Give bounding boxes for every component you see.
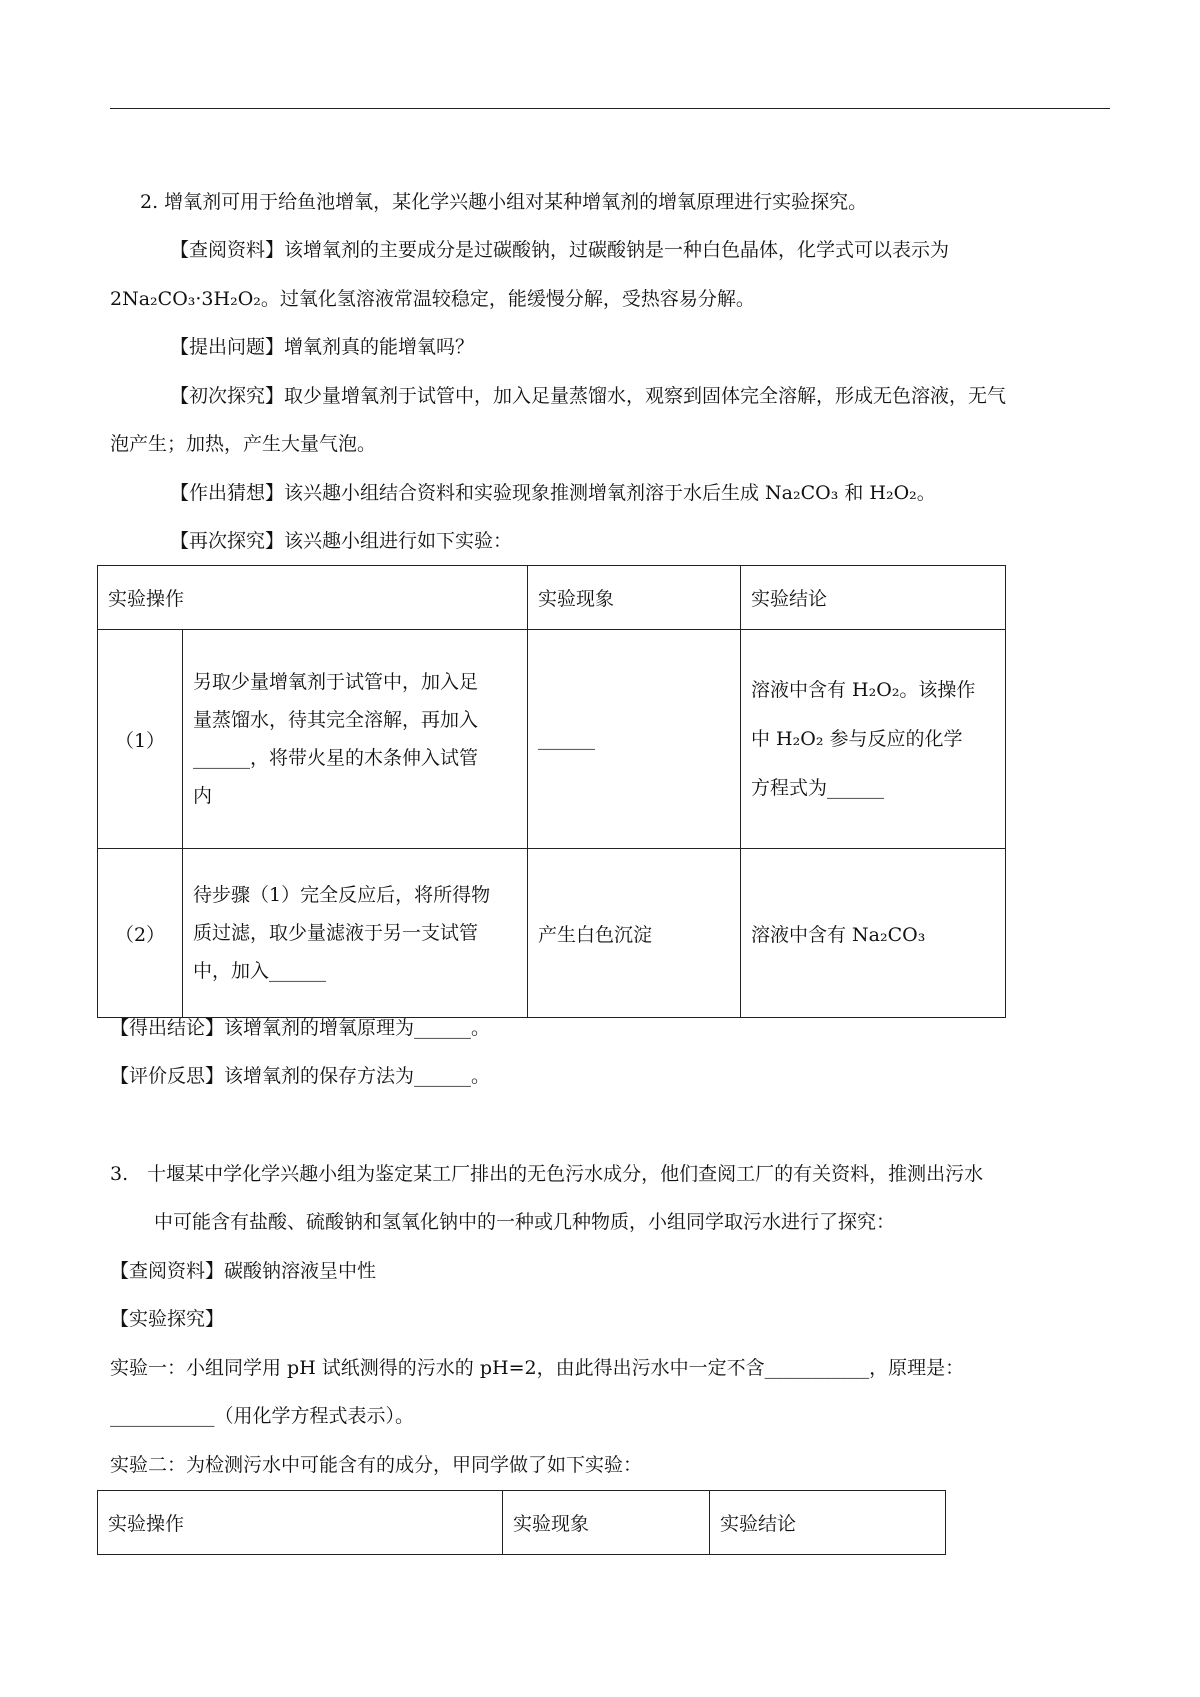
q3-exp1-line2: ___________（用化学方程式表示）。 [110, 1405, 415, 1427]
q2-intro: 2. 增氧剂可用于给鱼池增氧，某化学兴趣小组对某种增氧剂的增氧原理进行实验探究。 [140, 191, 868, 213]
operation-line: ______，将带火星的木条伸入试管 [193, 747, 479, 769]
q3-intro-line2: 中可能含有盐酸、硫酸钠和氢氧化钠中的一种或几种物质，小组同学取污水进行了探究： [154, 1211, 896, 1233]
table-row [98, 630, 1006, 849]
conclusion-line: 溶液中含有 H₂O₂。该操作 [751, 678, 976, 701]
q2-hypothesis: 【作出猜想】该兴趣小组结合资料和实验现象推测增氧剂溶于水后生成 Na₂CO₃ 和 H₂O₂。 [170, 482, 936, 504]
q3-exp2: 实验二：为检测污水中可能含有的成分，甲同学做了如下实验： [110, 1454, 643, 1476]
table-row [98, 849, 1006, 1018]
header-operation: 实验操作 [98, 566, 528, 630]
operation-line: 中，加入______ [193, 960, 327, 982]
row-phenomenon: ______ [528, 630, 741, 849]
q2-info-line1: 【查阅资料】该增氧剂的主要成分是过碳酸钠，过碳酸钠是一种白色晶体，化学式可以表示为 [170, 239, 950, 261]
header-phenomenon: 实验现象 [503, 1491, 710, 1555]
row-conclusion [741, 630, 1006, 849]
row-conclusion: 溶液中含有 Na₂CO₃ [741, 849, 1006, 1018]
q3-exp1-line1: 实验一：小组同学用 pH 试纸测得的污水的 pH=2，由此得出污水中一定不含___________，原理是： [110, 1357, 965, 1379]
header-conclusion: 实验结论 [741, 566, 1006, 630]
header-phenomenon: 实验现象 [528, 566, 741, 630]
conclusion-line: 方程式为______ [751, 776, 885, 799]
q2-question: 【提出问题】增氧剂真的能增氧吗？ [170, 336, 475, 358]
operation-line: 另取少量增氧剂于试管中，加入足 [193, 671, 479, 693]
conclusion-line: 中 H₂O₂ 参与反应的化学 [751, 727, 963, 750]
table-header-row [98, 566, 1006, 630]
q2-first-line1: 【初次探究】取少量增氧剂于试管中，加入足量蒸馏水，观察到固体完全溶解，形成无色溶液，无气 [170, 385, 1007, 407]
operation-line: 质过滤，取少量滤液于另一支试管 [193, 922, 479, 944]
q3-info: 【查阅资料】碳酸钠溶液呈中性 [110, 1260, 377, 1282]
q3-explore: 【实验探究】 [110, 1308, 225, 1330]
q2-experiment-table [97, 565, 1006, 1018]
q3-experiment-table [97, 1490, 946, 1555]
header-operation: 实验操作 [98, 1491, 503, 1555]
q2-conclusion: 【得出结论】该增氧剂的增氧原理为______。 [110, 1017, 491, 1039]
q2-first-line2: 泡产生；加热，产生大量气泡。 [110, 433, 377, 455]
q2-info-line2: 2Na₂CO₃·3H₂O₂。过氧化氢溶液常温较稳定，能缓慢分解，受热容易分解。 [110, 288, 755, 310]
q2-second: 【再次探究】该兴趣小组进行如下实验： [170, 530, 513, 552]
q2-reflection: 【评价反思】该增氧剂的保存方法为______。 [110, 1065, 491, 1087]
operation-line: 量蒸馏水，待其完全溶解，再加入 [193, 709, 479, 731]
row-label: （2） [98, 849, 183, 1018]
operation-line: 待步骤（1）完全反应后，将所得物 [193, 884, 491, 906]
header-rule [110, 108, 1110, 109]
operation-line: 内 [193, 785, 213, 807]
row-label: （1） [98, 630, 183, 849]
row-operation [183, 849, 528, 1018]
table-header-row [98, 1491, 946, 1555]
row-phenomenon: 产生白色沉淀 [528, 849, 741, 1018]
q3-intro-line1: 3. 十堰某中学化学兴趣小组为鉴定某工厂排出的无色污水成分，他们查阅工厂的有关资料，推测出污水 [110, 1163, 984, 1185]
row-operation [183, 630, 528, 849]
header-conclusion: 实验结论 [710, 1491, 946, 1555]
